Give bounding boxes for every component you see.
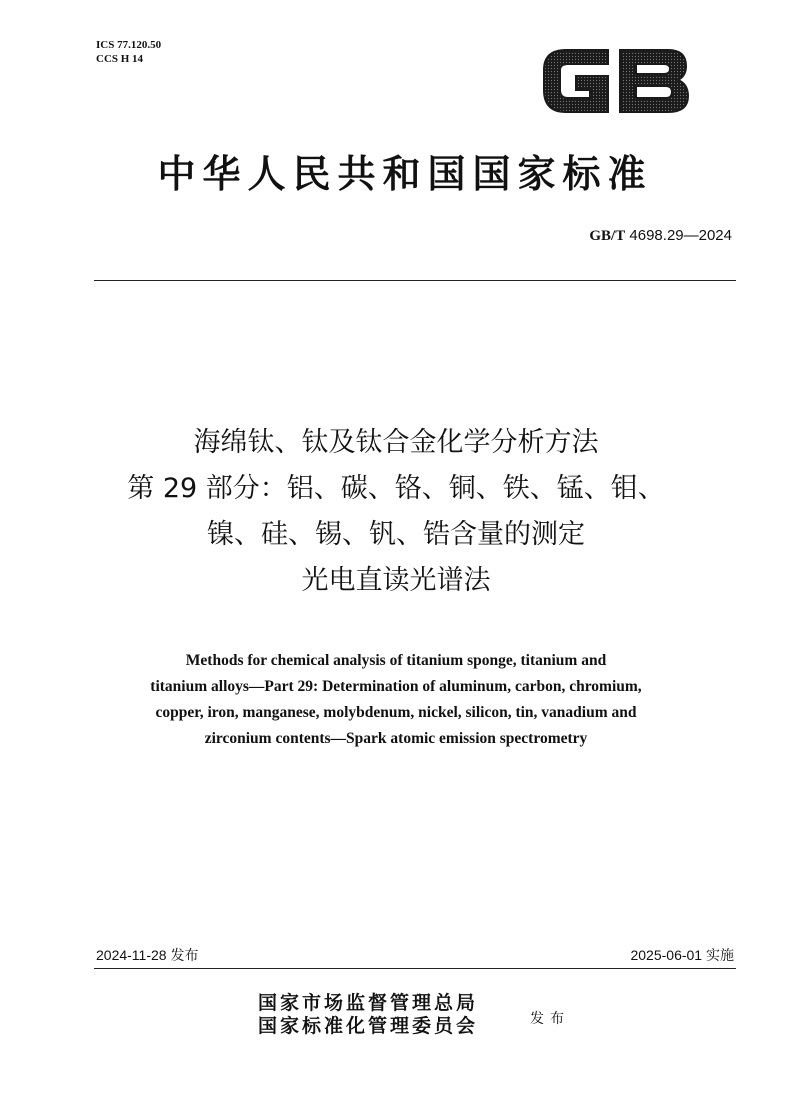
chinese-title-line-3: 镍、硅、锡、钒、锆含量的测定 bbox=[207, 519, 585, 550]
publisher-samr: 国家市场监督管理总局 bbox=[258, 992, 479, 1014]
standard-number-value: 4698.29—2024 bbox=[629, 227, 732, 244]
classification-codes bbox=[96, 38, 161, 66]
english-title-line-1: Methods for chemical analysis of titanium sponge, titanium and bbox=[185, 652, 607, 669]
english-title-line-4: zirconium contents—Spark atomic emission spectrometry bbox=[204, 730, 588, 747]
english-title bbox=[80, 648, 712, 752]
chinese-title-line-4: 光电直读光谱法 bbox=[301, 565, 491, 596]
standard-title: 中华人民共和国国家标准 bbox=[157, 151, 653, 196]
issue-date: 2024-11-28 发布 bbox=[96, 947, 199, 963]
chinese-title bbox=[60, 420, 732, 604]
standard-number bbox=[589, 227, 732, 245]
english-title-line-3: copper, iron, manganese, molybdenum, nickel, silicon, tin, vanadium and bbox=[155, 704, 637, 721]
chinese-title-line-2: 第 29 部分：铝、碳、铬、铜、铁、锰、钼、 bbox=[127, 473, 665, 504]
bottom-divider bbox=[94, 968, 736, 969]
english-title-line-2: titanium alloys—Part 29: Determination of aluminum, carbon, chromium, bbox=[150, 678, 642, 695]
gb-logo bbox=[538, 40, 692, 120]
publisher-sac: 国家标准化管理委员会 bbox=[258, 1015, 479, 1037]
top-divider bbox=[94, 280, 736, 281]
standard-number-prefix: GB/T bbox=[589, 228, 626, 244]
ccs-code: CCS H 14 bbox=[96, 53, 144, 65]
chinese-title-line-1: 海绵钛、钛及钛合金化学分析方法 bbox=[193, 427, 599, 458]
publishers bbox=[258, 992, 478, 1038]
implementation-date: 2025-06-01 实施 bbox=[630, 947, 734, 963]
ics-code: ICS 77.120.50 bbox=[96, 39, 162, 51]
publish-label: 发布 bbox=[530, 1011, 570, 1027]
